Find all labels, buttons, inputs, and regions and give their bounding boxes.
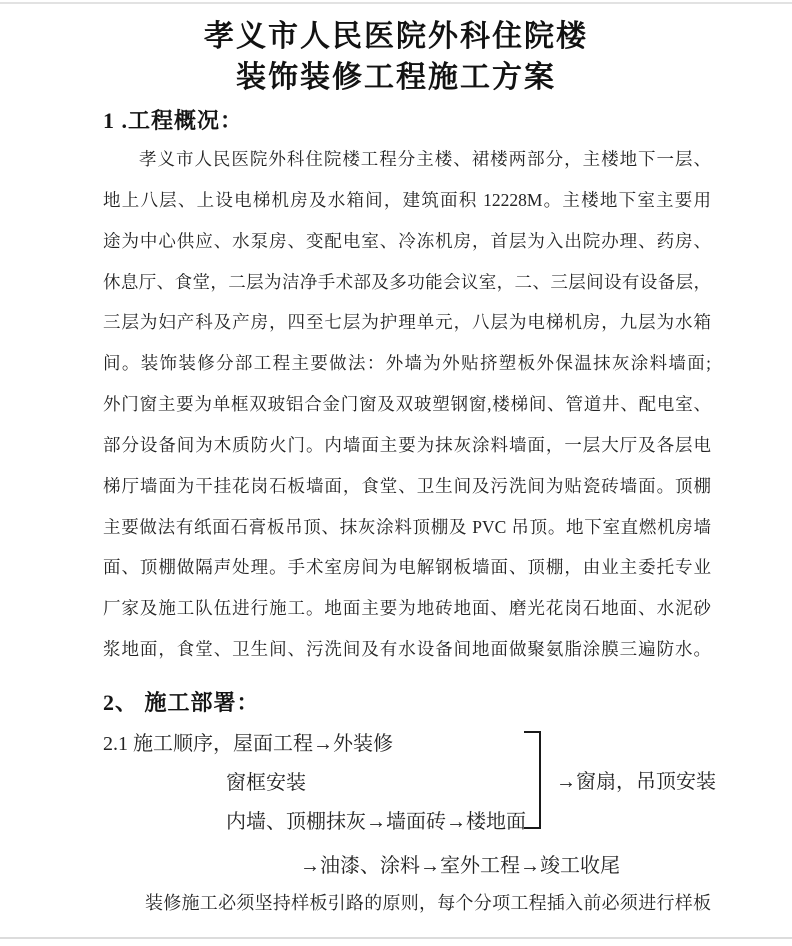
paragraph-line: 主要做法有纸面石膏板吊顶、抹灰涂料顶棚及 PVC 吊顶。地下室直燃机房墙 xyxy=(103,516,711,537)
paragraph-line: 浆地面，食堂、卫生间、污洗间及有水设备间地面做聚氨脂涂膜三遍防水。 xyxy=(103,639,711,660)
title-line-1: 孝义市人民医院外科住院楼 xyxy=(204,20,588,53)
page-bottom-rule xyxy=(0,937,792,939)
closing-paragraph-line: 装修施工必须坚持样板引路的原则，每个分项工程插入前必须进行样板 xyxy=(145,893,711,913)
paragraph-line: 三层为妇产科及产房，四至七层为护理单元，八层为电梯机房，九层为水箱 xyxy=(103,312,711,333)
paragraph-line: 部分设备间为木质防火门。内墙面主要为抹灰涂料墙面，一层大厅及各层电 xyxy=(103,434,711,455)
flow-sequence-row-4: →油漆、涂料→室外工程→竣工收尾 xyxy=(300,855,620,877)
paragraph-line: 孝义市人民医院外科住院楼工程分主楼、裙楼两部分，主楼地下一层、 xyxy=(139,149,711,169)
paragraph-line: 途为中心供应、水泵房、变配电室、冷冻机房，首层为入出院办理、药房、 xyxy=(103,230,711,251)
flow-grouping-bracket xyxy=(524,731,541,829)
section1-paragraph xyxy=(103,139,711,670)
paragraph-line: 面、顶棚做隔声处理。手术室房间为电解钢板墙面、顶棚，由业主委托专业 xyxy=(103,557,711,578)
paragraph-line: 厂家及施工队伍进行施工。地面主要为地砖地面、磨光花岗石地面、水泥砂 xyxy=(103,598,711,619)
paragraph-line: 外门窗主要为单框双玻铝合金门窗及双玻塑钢窗,楼梯间、管道井、配电室、 xyxy=(103,394,711,415)
paragraph-line: 休息厅、食堂，二层为洁净手术部及多功能会议室，二、三层间设有设备层， xyxy=(103,271,711,292)
paragraph-line: 地上八层、上设电梯机房及水箱间，建筑面积 12228M。主楼地下室主要用 xyxy=(103,189,711,210)
paragraph-line: 间。装饰装修分部工程主要做法：外墙为外贴挤塑板外保温抹灰涂料墙面; xyxy=(103,353,711,374)
flow-sequence-row-2: 窗框安装 xyxy=(226,772,306,794)
page-top-rule xyxy=(0,2,792,4)
title-line-2: 装饰装修工程施工方案 xyxy=(236,61,556,94)
flow-sequence-row-1: 2.1 施工顺序，屋面工程→外装修 xyxy=(103,733,393,755)
section2-heading: 2、 施工部署： xyxy=(103,690,260,715)
flow-sequence-row-3: 内墙、顶棚抹灰→墙面砖→楼地面 xyxy=(226,811,526,833)
paragraph-line: 梯厅墙面为干挂花岗石板墙面，食堂、卫生间及污洗间为贴瓷砖墙面。顶棚 xyxy=(103,475,711,496)
flow-bracket-output: →窗扇，吊顶安装 xyxy=(556,771,716,793)
document-title xyxy=(86,16,706,98)
section1-heading: 1 .工程概况： xyxy=(103,108,244,133)
